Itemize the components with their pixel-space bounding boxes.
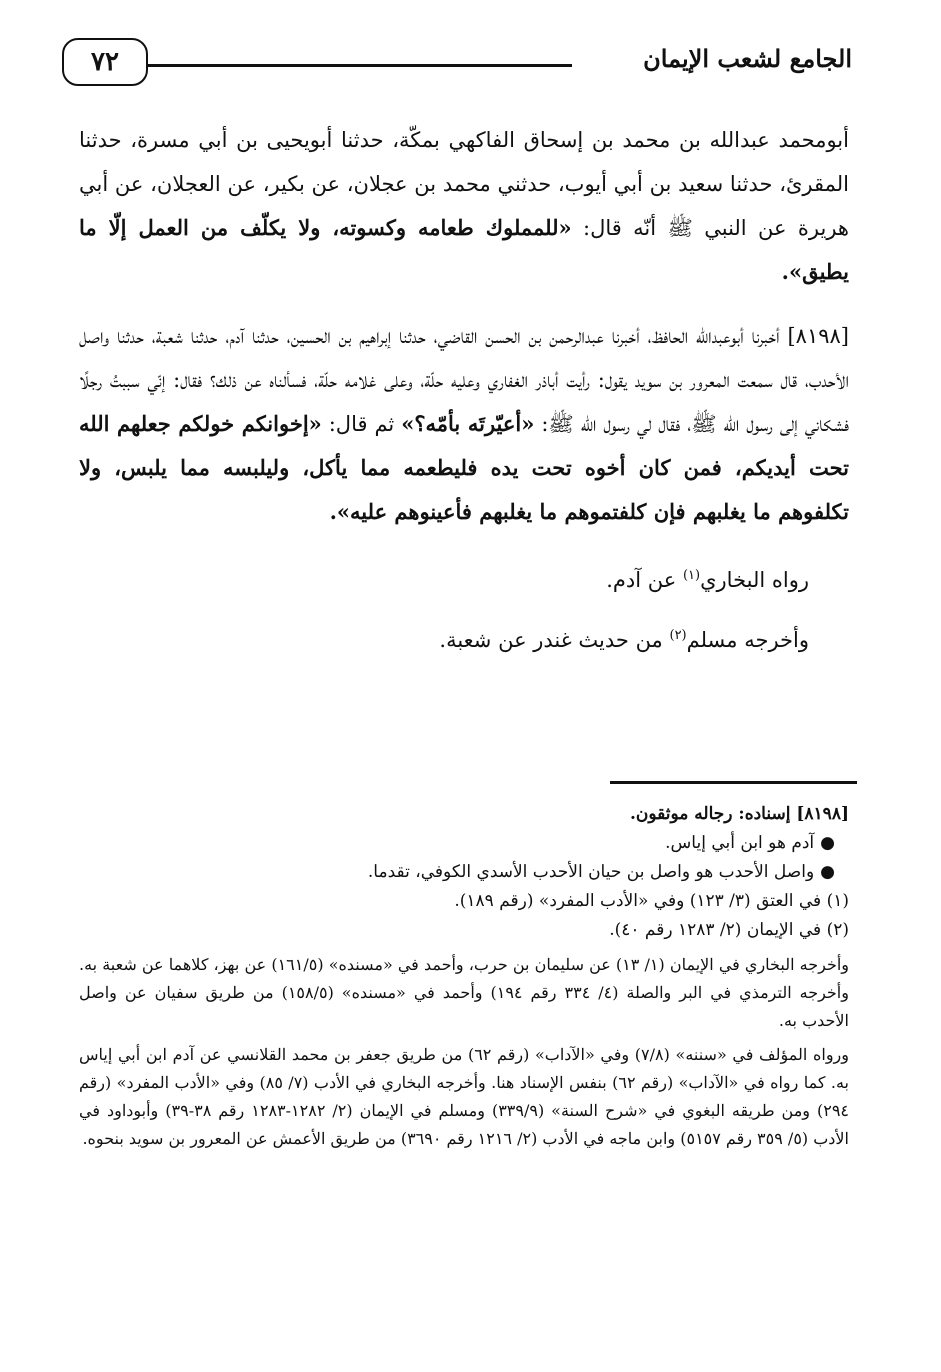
narration-connector: ثم قال: xyxy=(321,412,402,436)
hadith-matn: «إخوانكم خولكم جعلهم الله تحت أيديكم، فمن كان أخوه تحت يده فليطعمه مما يأكل، وليلبسه مما يلبس، ولا تكلفوهم ما يغلبهم فإن كلفتموهم ما يغلبهم فأعينوهم عليه». xyxy=(79,411,849,524)
footnotes xyxy=(79,800,849,1153)
bullet-text: واصل الأحدب هو واصل بن حيان الأحدب الأسدي الكوفي، تقدما. xyxy=(367,862,815,882)
bullet-text: آدم هو ابن أبي إياس. xyxy=(665,833,815,853)
hadith-paragraph-2 xyxy=(79,314,849,534)
bullet-note-2 xyxy=(79,858,849,887)
hadith-paragraph-1 xyxy=(79,118,849,294)
footnote-2: (٢) في الإيمان (٢/ ١٢٨٣ رقم ٤٠). xyxy=(609,920,849,940)
footnote-ref-2: (٢) xyxy=(669,628,687,643)
isnad-note: [٨١٩٨] إسناده: رجاله موثقون. xyxy=(629,804,849,824)
isnad-text: [٨١٩٨] أخبرنا أبوعبدالله الحافظ، أخبرنا عبدالرحمن بن الحسن القاضي، حدثنا إبراهيم بن الحسين، حدثنا آدم، حدثنا شعبة، حدثنا واصل الأحدب، قال سمعت المعرور بن سويد يقول: رأيت أباذر الغفاري وعليه حلّة، وعلى غلامه حلّة، فسألناه عن ذلك؟ فقال: إنّي سببتُ رجلًا فشكاني إلى رسول الله ﷺ، فقال لي رسول الله ﷺ: xyxy=(79,324,849,436)
narration-text: من حديث غندر عن شعبة. xyxy=(439,628,670,652)
narration-text: عن آدم. xyxy=(606,568,683,592)
bullet-icon: ● xyxy=(820,862,835,882)
bullet-icon: ● xyxy=(820,833,835,853)
main-text xyxy=(79,118,849,668)
hadith-matn: «أعيّرتَه بأمّه؟» xyxy=(401,411,535,436)
header-rule xyxy=(148,64,572,67)
takhrij-note-1: وأخرجه البخاري في الإيمان (١/ ١٣) عن سليمان بن حرب، وأحمد في «مسنده» (١٦١/٥) عن بهز، كلاهما عن شعبة به. وأخرجه الترمذي في البر والصلة (٤/ ٣٣٤ رقم ١٩٤) وأحمد في «مسنده» (١٥٨/٥) من طريق سفيان عن واصل الأحدب به. xyxy=(79,955,850,1030)
takhrij-note-2: ورواه المؤلف في «سننه» (٧/٨) وفي «الآداب» (رقم ٦٢) من طريق جعفر بن محمد القلانسي عن آدم ابن أبي إياس به. كما رواه في «الآداب» (رقم ٦٢) بنفس الإسناد هنا. وأخرجه البخاري في الأدب (٧/ ٨٥) وفي «الأدب المفرد» (رقم ٢٩٤) ومن طريقه البغوي في «شرح السنة» (٣٣٩/٩) ومسلم في الإيمان (٢/ ١٢٨٢-١٢٨٣ رقم ٣٨-٣٩) وأبوداود في الأدب (٥/ ٣٥٩ رقم ٥١٥٧) وابن ماجه في الأدب (٢/ ١٢١٦ رقم ٣٦٩٠) من طريق الأعمش عن المعرور بن سويد بنحوه. xyxy=(79,1045,850,1148)
hadith-matn: «للمملوك طعامه وكسوته، ولا يكلّف من العمل إلّا ما يطيق». xyxy=(79,215,849,284)
narration-text: رواه البخاري xyxy=(700,568,809,592)
isnad-text: أبومحمد عبدالله بن محمد بن إسحاق الفاكهي بمكّة، حدثنا أبويحيى بن أبي مسرة، حدثنا المقرئ، حدثنا سعيد بن أبي أيوب، حدثني محمد بن عجلان، عن بكير، عن العجلان، عن أبي هريرة عن النبي ﷺ أنّه قال: xyxy=(79,128,849,240)
footnote-1: (١) في العتق (٣/ ١٢٣) وفي «الأدب المفرد» (رقم ١٨٩). xyxy=(454,891,849,911)
narration-bukhari xyxy=(79,548,849,608)
narration-muslim xyxy=(79,608,849,668)
page-header xyxy=(62,38,852,98)
page-number-badge: ٧٢ xyxy=(62,38,148,86)
running-title: الجامع لشعب الإيمان xyxy=(643,44,852,73)
bullet-note-1 xyxy=(79,829,849,858)
footnote-ref-1: (١) xyxy=(682,568,701,583)
footnote-separator xyxy=(610,781,857,784)
narration-text: وأخرجه مسلم xyxy=(686,628,809,652)
